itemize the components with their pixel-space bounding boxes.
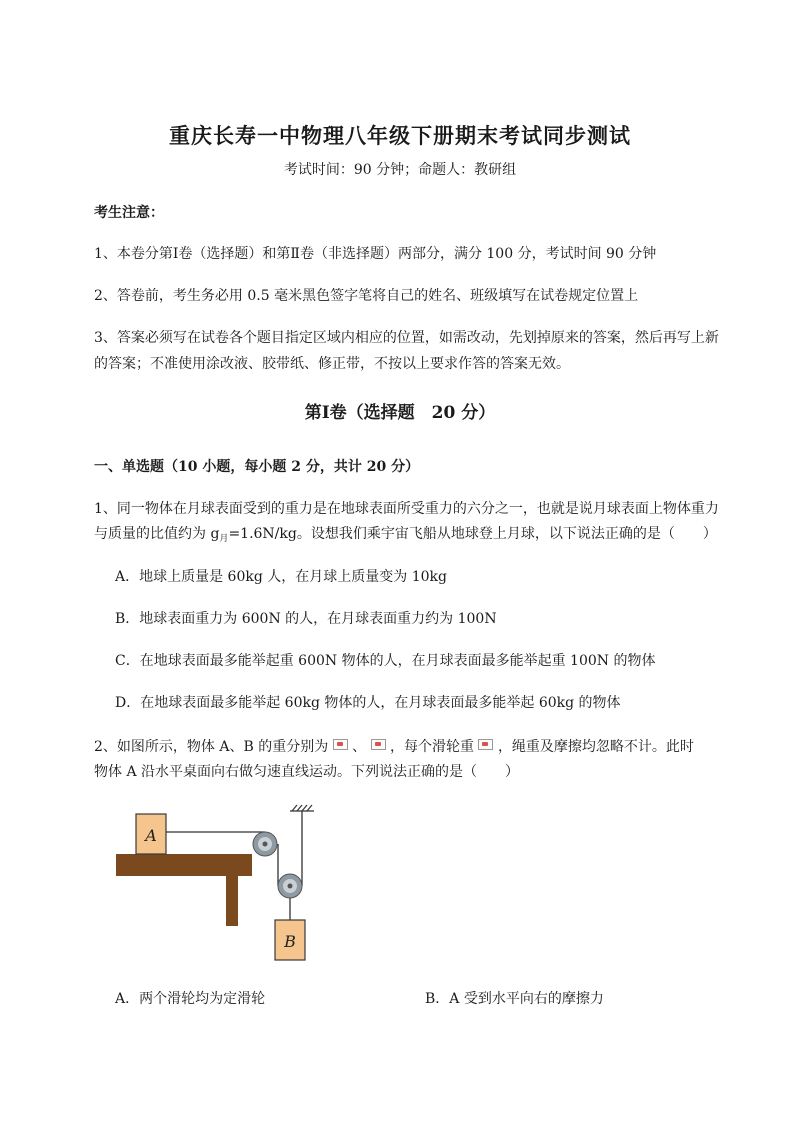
ceiling-support xyxy=(290,805,314,811)
pulley-diagram xyxy=(114,802,324,967)
question-2-text-c: ，绳重及摩擦均忽略不计。此时 xyxy=(497,739,694,755)
q1-option-a[interactable]: A．地球上质量是 60kg 人，在月球上质量变为 10kg xyxy=(115,569,447,585)
block-b xyxy=(275,920,305,960)
question-1-text: 与质量的比值约为 g xyxy=(94,526,220,542)
question-2-text-b: ，每个滑轮重 xyxy=(390,739,475,755)
gravity-subscript: 月 xyxy=(219,534,229,544)
block-b-label: B xyxy=(284,932,296,951)
table xyxy=(116,854,252,926)
movable-pulley xyxy=(278,874,302,898)
question-1-line-2 xyxy=(94,521,717,552)
q2-option-b[interactable]: B．A 受到水平向右的摩擦力 xyxy=(425,991,604,1007)
question-group-heading: 一、单选题（10 小题，每小题 2 分，共计 20 分） xyxy=(94,459,420,475)
note-item-3-continued: 的答案；不准使用涂改液、胶带纸、修正带，不按以上要求作答的答案无效。 xyxy=(94,356,570,372)
section-title: 第Ⅰ卷（选择题 20 分） xyxy=(304,403,496,423)
q2-option-a[interactable]: A．两个滑轮均为定滑轮 xyxy=(115,991,266,1007)
note-item-3: 3、答案必须写在试卷各个题目指定区域内相应的位置，如需改动，先划掉原来的答案，然后再写上新 xyxy=(94,330,719,346)
q1-option-c[interactable]: C．在地球表面最多能举起重 600N 物体的人，在月球表面最多能举起重 100N 的物体 xyxy=(115,653,656,669)
fixed-pulley xyxy=(253,832,277,856)
note-item-2: 2、答卷前，考生务必用 0.5 毫米黑色签字笔将自己的姓名、班级填写在试卷规定位置上 xyxy=(94,288,639,304)
block-a xyxy=(136,814,166,854)
question-2-separator: 、 xyxy=(352,739,367,755)
question-1-line-1: 1、同一物体在月球表面受到的重力是在地球表面所受重力的六分之一，也就是说月球表面上物体重力 xyxy=(94,501,719,517)
page-title: 重庆长寿一中物理八年级下册期末考试同步测试 xyxy=(169,123,631,148)
q1-option-d[interactable]: D．在地球表面最多能举起 60kg 物体的人，在月球表面最多能举起 60kg 的物体 xyxy=(115,695,621,711)
formula-image-icon xyxy=(371,739,386,750)
note-item-1: 1、本卷分第Ⅰ卷（选择题）和第Ⅱ卷（非选择题）两部分，满分 100 分，考试时间 90 分钟 xyxy=(94,246,657,262)
notes-heading: 考生注意： xyxy=(94,205,164,221)
formula-image-icon xyxy=(478,739,493,750)
question-1-text-cont: =1.6N/kg。设想我们乘宇宙飞船从地球登上月球，以下说法正确的是（ ） xyxy=(228,526,717,542)
question-2-text: 2、如图所示，物体 A、B 的重分别为 xyxy=(94,739,329,755)
q1-option-b[interactable]: B．地球表面重力为 600N 的人，在月球表面重力约为 100N xyxy=(115,611,497,627)
block-a-label: A xyxy=(145,826,157,845)
question-2-line-2: 物体 A 沿水平桌面向右做匀速直线运动。下列说法正确的是（ ） xyxy=(94,764,520,780)
exam-info: 考试时间：90 分钟；命题人：教研组 xyxy=(283,162,517,178)
formula-image-icon xyxy=(333,739,348,750)
question-2-line-1 xyxy=(94,734,694,760)
